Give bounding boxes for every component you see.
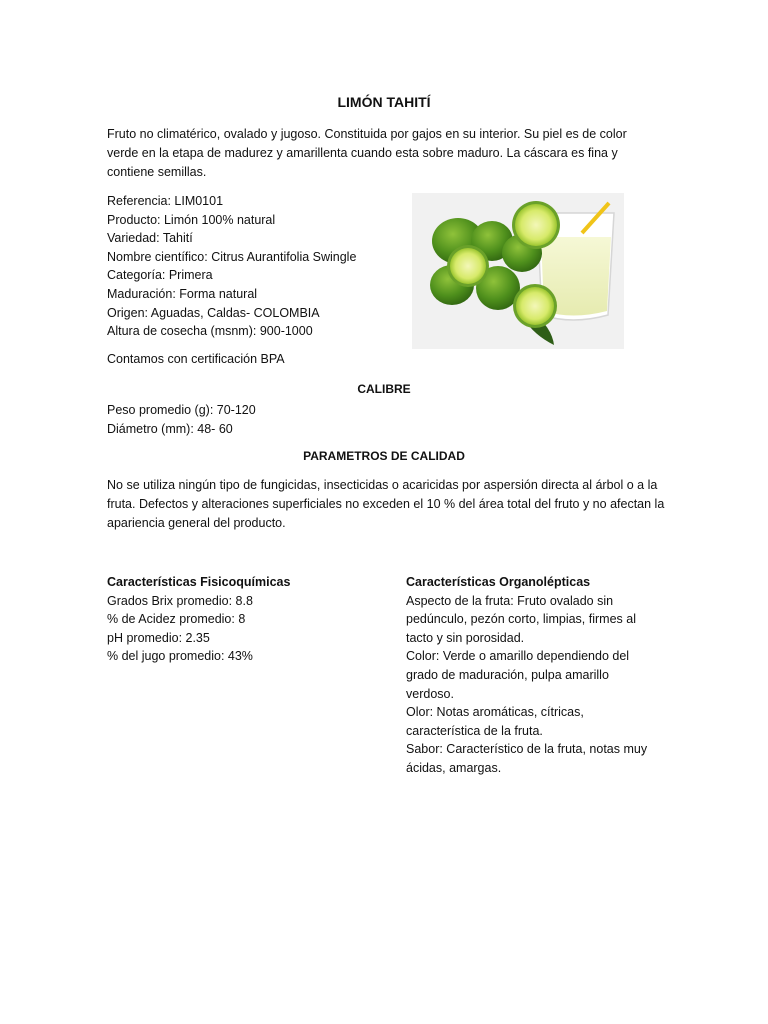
appearance-text: Aspecto de la fruta: Fruto ovalado sin pedúnculo, pezón corto, limpias, firmes al tacto y sin porosidad. <box>406 593 636 645</box>
spec-origin: Origen: Aguadas, Caldas- COLOMBIA <box>107 305 320 320</box>
organoleptic-heading: Características Organolépticas <box>406 575 591 589</box>
quality-parameters-heading: PARAMETROS DE CALIDAD <box>303 449 465 463</box>
calibre-weight: Peso promedio (g): 70-120 <box>107 403 256 417</box>
certification-note: Contamos con certificación BPA <box>107 352 285 366</box>
calibre-section <box>107 401 256 438</box>
brix-value: Grados Brix promedio: 8.8 <box>107 593 253 608</box>
ph-value: pH promedio: 2.35 <box>107 630 210 645</box>
spec-ripening: Maduración: Forma natural <box>107 286 258 301</box>
smell-text: Olor: Notas aromáticas, cítricas, característica de la fruta. <box>406 705 584 738</box>
spec-harvest-altitude: Altura de cosecha (msnm): 900-1000 <box>107 324 313 339</box>
spec-category: Categoría: Primera <box>107 268 213 283</box>
calibre-heading: CALIBRE <box>357 382 411 396</box>
physicochemical-section <box>107 573 377 666</box>
organoleptic-section <box>406 573 656 778</box>
limes-lemonade-photo <box>412 193 624 349</box>
spec-variety: Variedad: Tahití <box>107 231 193 246</box>
quality-parameters-text: No se utiliza ningún tipo de fungicidas, insecticidas o acaricidas por aspersión directa al árbol o a la fruta. Defectos y alteraciones superficiales no exceden el 10 % del área total del fruto y no afectan la apariencia general del producto. <box>107 478 665 530</box>
physicochemical-heading: Características Fisicoquímicas <box>107 575 291 589</box>
spec-product: Producto: Limón 100% natural <box>107 212 276 227</box>
calibre-diameter: Diámetro (mm): 48- 60 <box>107 421 233 436</box>
product-specs <box>107 192 407 341</box>
color-text: Color: Verde o amarillo dependiendo del grado de maduración, pulpa amarillo verdoso. <box>406 649 630 701</box>
intro-paragraph: Fruto no climatérico, ovalado y jugoso. Constituida por gajos en su interior. Su piel es de color verde en la etapa de madurez y amarillenta cuando esta sobre maduro. La cáscara es fina y contiene semillas. <box>107 127 627 179</box>
spec-reference: Referencia: LIM0101 <box>107 194 224 208</box>
spec-scientific-name: Nombre científico: Citrus Aurantifolia Swingle <box>107 249 357 264</box>
juice-value: % del jugo promedio: 43% <box>107 649 253 664</box>
acidity-value: % de Acidez promedio: 8 <box>107 612 246 627</box>
taste-text: Sabor: Característico de la fruta, notas muy ácidas, amargas. <box>406 742 648 775</box>
page-title: LIMÓN TAHITÍ <box>337 94 431 110</box>
